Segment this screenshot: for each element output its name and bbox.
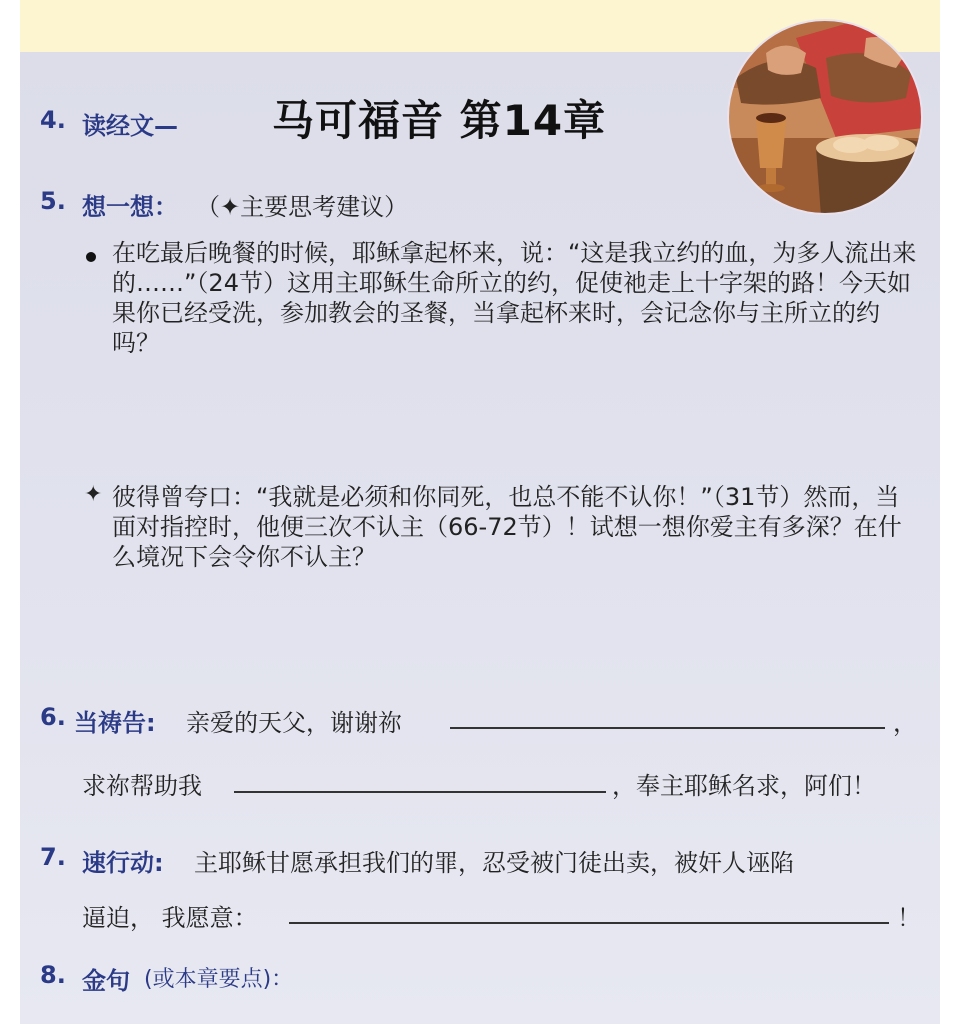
- prayer-line-1-suffix: ，: [893, 709, 917, 737]
- prayer-line-2-prefix: 求祢帮助我: [82, 772, 202, 800]
- item-4-label: 读经文—: [82, 112, 178, 140]
- reflection-question-1: 在吃最后晚餐的时候，耶稣拿起杯来，说：“这是我立约的血，为多人流出来的……”（24节）这用主耶稣生命所立的约，促使祂走上十字架的路！今天如果你已经受洗，参加教会的圣餐，当拿起杯来时，会记念你与主所立的约吗？: [112, 239, 917, 357]
- item-6-label: 当祷告:: [74, 709, 156, 737]
- reflection-question-2: 彼得曾夸口：“我就是必须和你同死，也总不能不认你！”（31节）然而，当面对指控时，他便三次不认主（66-72节）！试想一想你爱主有多深？在什么境况下会令你不认主？: [112, 483, 902, 571]
- action-line-1: 主耶稣甘愿承担我们的罪，忍受被门徒出卖，被奸人诬陷: [194, 849, 794, 877]
- item-4-number: 4.: [40, 106, 66, 134]
- star-icon: ✦: [84, 482, 103, 507]
- item-8-number: 8.: [40, 961, 66, 989]
- item-8-hint: (或本章要点)：: [144, 967, 294, 992]
- item-8-label: 金句: [82, 967, 130, 995]
- item-5-label: 想一想：: [82, 193, 178, 221]
- action-line-2-prefix: 逼迫， 我愿意：: [82, 904, 258, 932]
- prayer-line-2-suffix: ，奉主耶稣名求，阿们！: [612, 772, 876, 800]
- item-7-number: 7.: [40, 843, 66, 871]
- bullet-icon: [86, 252, 96, 262]
- action-line-2-suffix: ！: [897, 904, 921, 932]
- prayer-blank-1[interactable]: [450, 727, 885, 729]
- page-title: 马可福音 第14章: [272, 96, 607, 145]
- item-6-number: 6.: [40, 703, 66, 731]
- item-7-label: 速行动:: [82, 849, 164, 877]
- item-5-hint: （✦主要思考建议）: [196, 193, 409, 221]
- prayer-blank-2[interactable]: [234, 791, 606, 793]
- item-5-number: 5.: [40, 187, 66, 215]
- prayer-line-1-prefix: 亲爱的天父，谢谢祢: [186, 709, 402, 737]
- action-blank[interactable]: [289, 922, 889, 924]
- last-supper-illustration-icon: [726, 18, 924, 216]
